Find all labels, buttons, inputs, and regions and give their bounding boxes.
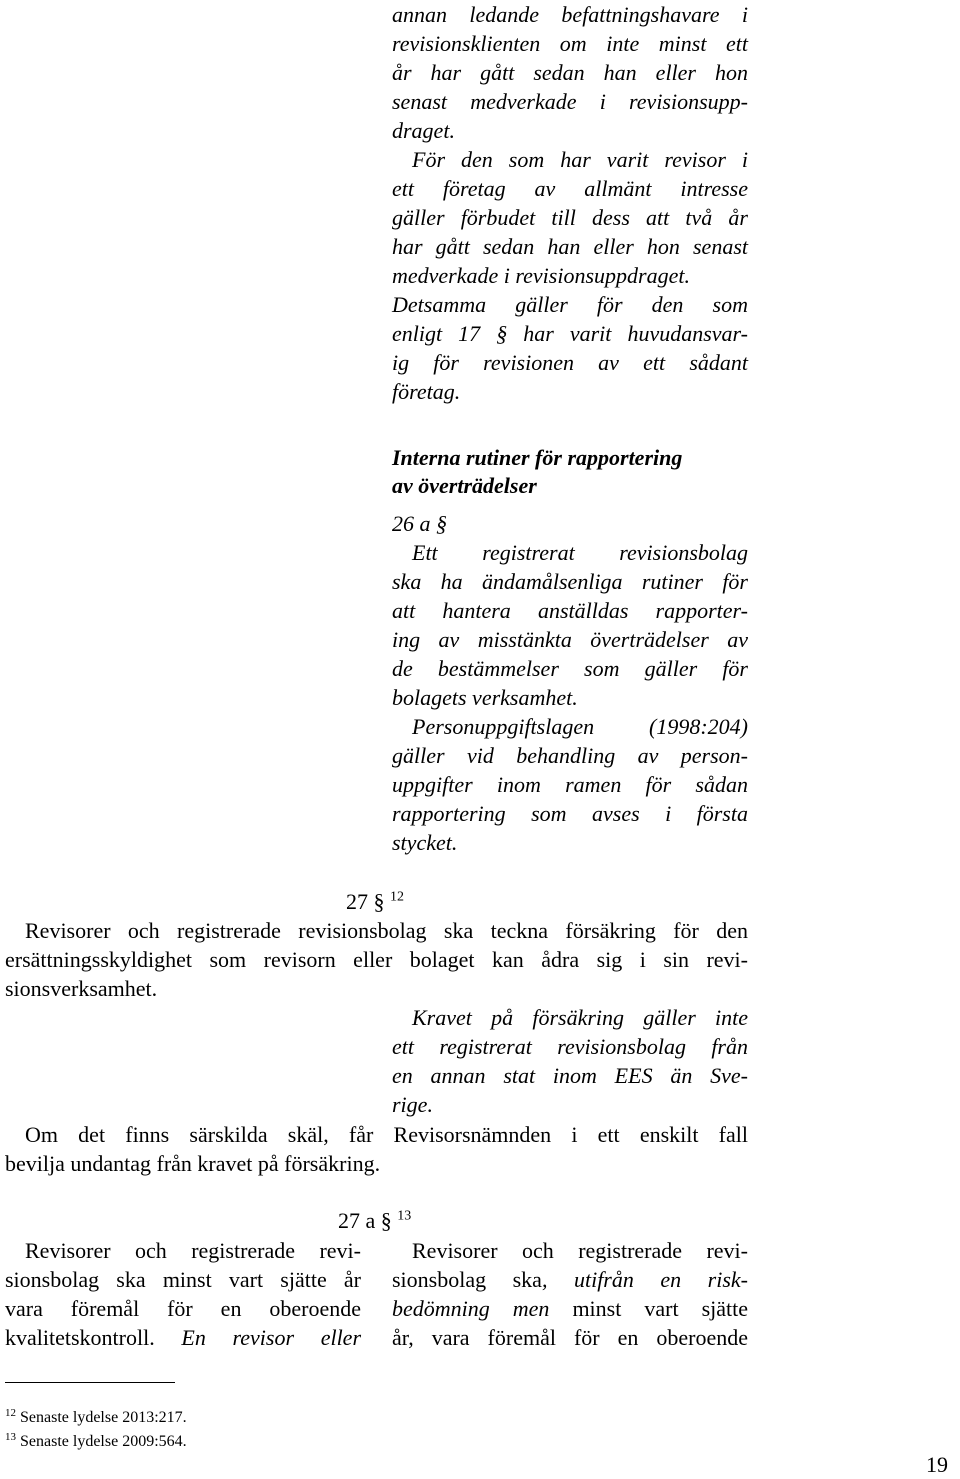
text-line: har gått sedan han eller hon senast xyxy=(392,234,748,259)
section-27-paragraph-1 xyxy=(5,916,748,1003)
section-27-paragraph-2 xyxy=(392,1003,748,1119)
section-label: 27 § xyxy=(346,889,385,914)
text-line: Revisorer och registrerade revi- xyxy=(25,1238,361,1263)
section-26a-paragraph-1 xyxy=(392,538,748,712)
text-line: För den som har varit revisor i xyxy=(412,147,748,172)
section-heading xyxy=(392,444,748,500)
section-number-26a: 26 a § xyxy=(392,511,447,536)
text-line: bevilja undantag från kravet på försäkring. xyxy=(5,1151,381,1176)
text-line: de bestämmelser som gäller för xyxy=(392,656,748,681)
text-line: ersättningsskyldighet som revisorn eller bolaget kan ådra sig i sin revi- xyxy=(5,947,748,972)
text-line: Revisorer och registrerade revisionsbolag ska teckna försäkring för den xyxy=(25,918,748,943)
heading-line: Interna rutiner för rapportering xyxy=(392,445,683,470)
text-line: bolagets verksamhet. xyxy=(392,685,578,710)
text-line: att hantera anställdas rapporter- xyxy=(392,598,748,623)
section-27-paragraph-3 xyxy=(5,1120,748,1178)
section-label: 27 a § xyxy=(338,1208,392,1233)
text-line: gäller förbudet till dess att två år xyxy=(392,205,748,230)
footnote-ref: 12 xyxy=(390,889,404,905)
text-line: Ett registrerat revisionsbolag xyxy=(412,540,748,565)
text-run-italic: , utifrån en risk- xyxy=(541,1267,748,1292)
text-line: revisionsklienten om inte minst ett xyxy=(392,31,748,56)
top-paragraph-1 xyxy=(392,0,748,145)
footnote-12 xyxy=(5,1408,187,1428)
text-line: rige. xyxy=(392,1092,433,1117)
text-run: , vara föremål för en oberoende xyxy=(408,1325,748,1350)
text-line: sionsbolag ska minst vart sjätte år xyxy=(5,1267,361,1292)
text-line: år har gått sedan han eller hon xyxy=(392,60,748,85)
footnote-number: 13 xyxy=(5,1430,16,1443)
text-run: kvalitetskontroll. xyxy=(5,1325,182,1350)
text-line: enligt 17 § har varit huvudansvar- xyxy=(392,321,748,346)
text-line: Om det finns särskilda skäl, får Revisorsnämnden i ett enskilt fall xyxy=(25,1122,748,1147)
text-line: en annan stat inom EES än Sve- xyxy=(392,1063,748,1088)
text-line: Personuppgiftslagen (1998:204) xyxy=(412,714,748,739)
footnote-number: 12 xyxy=(5,1406,16,1419)
text-line: annan ledande befattningshavare i xyxy=(392,2,748,27)
text-line: ing av misstänkta överträdelser av xyxy=(392,627,748,652)
text-line: företag. xyxy=(392,379,461,404)
text-line: sionsverksamhet. xyxy=(5,976,158,1001)
text-line: senast medverkade i revisionsupp- xyxy=(392,89,748,114)
text-line xyxy=(392,1323,748,1352)
top-paragraph-2 xyxy=(392,145,748,406)
text-line: gäller vid behandling av person- xyxy=(392,743,748,768)
footnote-13 xyxy=(5,1432,187,1452)
text-line: uppgifter inom ramen för sådan xyxy=(392,772,748,797)
text-line: stycket. xyxy=(392,830,458,855)
text-line: ska ha ändamålsenliga rutiner för xyxy=(392,569,748,594)
footnote-ref: 13 xyxy=(397,1208,412,1224)
section-26a-paragraph-2 xyxy=(392,712,748,857)
footnote-text: Senaste lydelse 2009:564. xyxy=(20,1433,187,1450)
section-number-27a xyxy=(338,1207,411,1235)
footnote-divider xyxy=(5,1382,175,1383)
page-number: 19 xyxy=(926,1452,948,1477)
text-line: rapportering som avses i första xyxy=(392,801,748,826)
text-line: medverkade i revisionsuppdraget. xyxy=(392,263,690,288)
section-27a-right-column xyxy=(392,1236,748,1352)
text-run: sionsbolag ska xyxy=(392,1267,542,1292)
text-run: år xyxy=(392,1325,409,1350)
text-line: ig för revisionen av ett sådant xyxy=(392,350,748,375)
text-line: ett registrerat revisionsbolag från xyxy=(392,1034,748,1059)
section-number-27 xyxy=(346,888,404,916)
text-line xyxy=(5,1323,361,1352)
text-line: Detsamma gäller för den som xyxy=(392,292,748,317)
section-27a-left-column xyxy=(5,1236,361,1352)
text-run-italic: bedömning men xyxy=(392,1296,550,1321)
text-line: draget. xyxy=(392,118,455,143)
text-run-italic: En revisor eller xyxy=(181,1325,362,1350)
text-run: minst vart sjätte xyxy=(549,1296,749,1321)
text-line xyxy=(392,1265,748,1294)
text-line: Revisorer och registrerade revi- xyxy=(412,1238,748,1263)
text-line: ett företag av allmänt intresse xyxy=(392,176,748,201)
text-line: Kravet på försäkring gäller inte xyxy=(412,1005,748,1030)
text-line: vara föremål för en oberoende xyxy=(5,1296,361,1321)
heading-line: av överträdelser xyxy=(392,473,537,498)
footnote-text: Senaste lydelse 2013:217. xyxy=(20,1409,187,1426)
text-line xyxy=(392,1294,748,1323)
